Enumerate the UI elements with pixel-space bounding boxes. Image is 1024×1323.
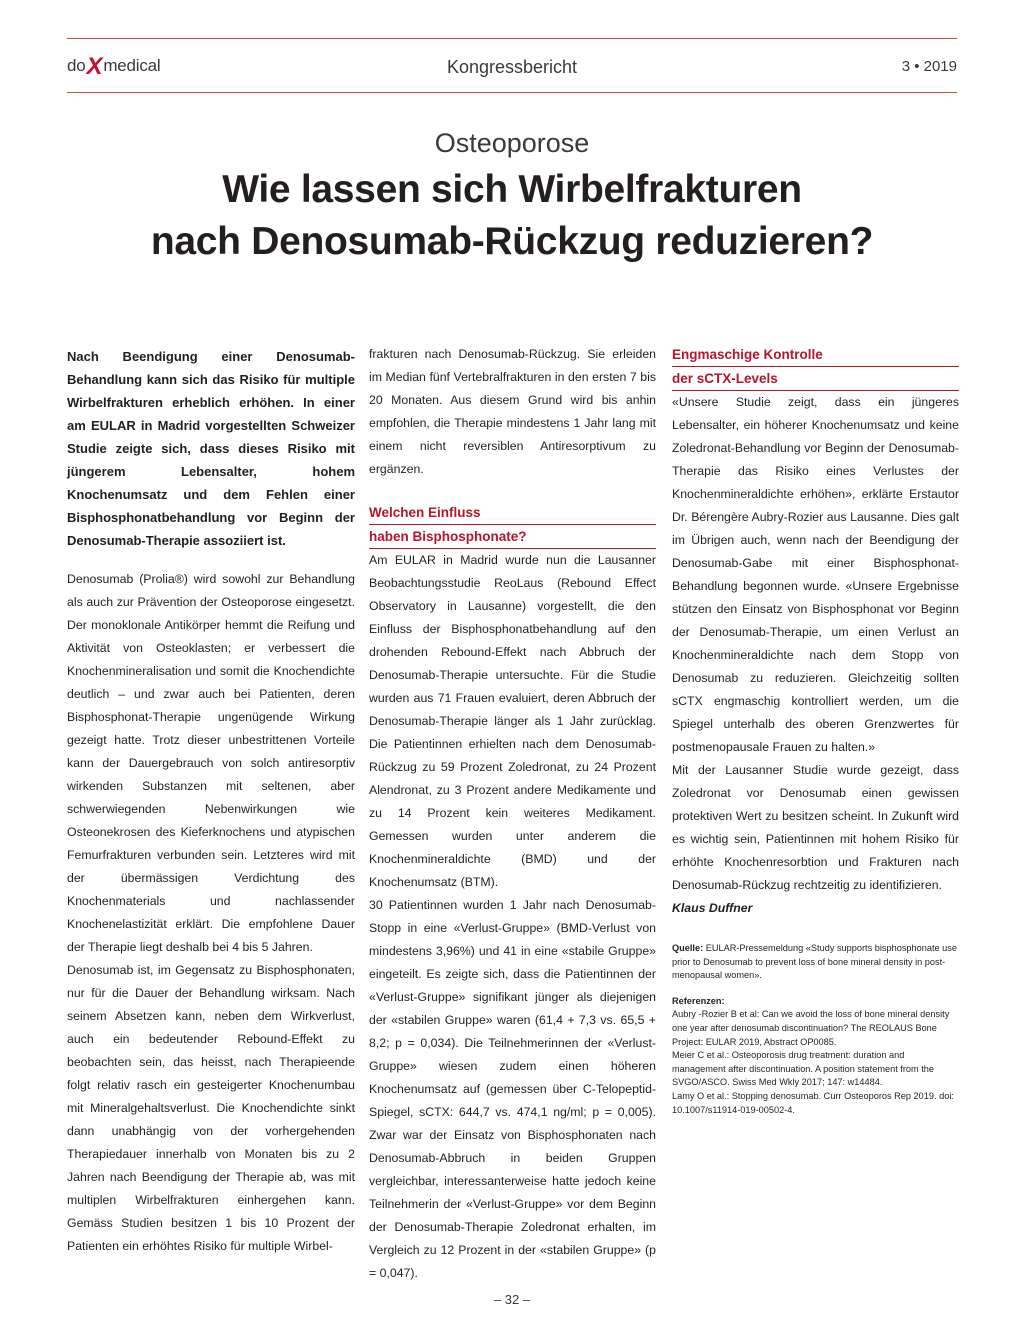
article-author: Klaus Duffner [672,901,753,915]
reference-item: Aubry -Rozier B et al: Can we avoid the loss of bone mineral density one year after denosumab discontinuation? The REOLAUS Bone Project: EULAR 2019, Abstract OP0085. [672,1009,950,1047]
source-note: Quelle: EULAR-Pressemeldung «Study supports bisphosphonate use prior to Denosumab to prevent loss of bone mineral density in post-menopausal women». [672,943,957,981]
subheading-sctx-control: Engmaschige Kontrolle der sCTX-Levels [672,343,959,391]
header-bottom-rule [67,92,957,93]
body-paragraph: «Unsere Studie zeigt, dass ein jüngeres Lebensalter, ein höherer Knochenumsatz und keine Zoledronat-Behandlung vor Beginn der Denosumab-Therapie das Risiko eines Verlustes der Knochenmineraldichte erhöhen», erklärte Erstautor Dr. Bérengère Aubry-Rozier aus Lausanne. Dies galt im Übrigen auch, wenn nach der Beendigung der Denosumab-Gabe mit einer Bisphosphonat-Behandlung begonnen wurde. «Unsere Ergebnisse stützen den Einsatz von Bisphosphonat vor Beginn der Denosumab-Therapie, um einen Verlust an Knochenmineraldichte nach dem Stopp von Denosumab zu reduzieren. Gleichzeitig sollten sCTX engmaschig kontrolliert werden, um die Spiegel unterhalb des oberen Grenzwertes für postmenopausale Frauen zu halten.» [672,395,959,754]
references-block [672,942,959,1117]
doxmedical-logo: doXmedical [67,53,161,80]
article-title [0,164,1024,268]
article-title-line-2: nach Denosumab-Rückzug reduzieren? [150,220,874,263]
article-kicker: Osteoporose [434,128,590,158]
header-top-rule [67,38,957,39]
reference-item: Meier C et al.: Osteoporosis drug treatment: duration and management after discontinuation. A position statement from the SVGO/ASCO. Swiss Med Wkly 2017; 147: w14484. [672,1050,934,1088]
article-column-2 [369,343,656,1285]
article-column-1 [67,343,355,1258]
article-lead: Nach Beendigung einer Denosumab-Behandlung kann sich das Risiko für multiple Wirbelfrakturen erheblich erhöhen. In einer am EULAR in Madrid vorgestellten Schweizer Studie zeigte sich, dass dieses Risiko mit jüngerem Lebensalter, hohem Knochenumsatz und dem Fehlen einer Bisphosphonatbehandlung vor Beginn der Denosumab-Therapie assoziiert ist. [67,349,355,548]
reference-item: Lamy O et al.: Stopping denosumab. Curr Osteoporos Rep 2019. doi: 10.1007/s11914-019-00502-4. [672,1090,954,1115]
body-paragraph: Denosumab (Prolia®) wird sowohl zur Behandlung als auch zur Prävention der Osteoporose eingesetzt. Der monoklonale Antikörper hemmt die Reifung und Aktivität von Osteoklasten; er verbessert die Knochenmineralisation und somit die Knochendichte deutlich – und zwar auch bei Patienten, deren Bisphosphonat-Therapie ungenügende Wirkung gezeigt hatte. Trotz dieser unbestrittenen Vorteile kann der Dauergebrauch von solch antiresorptiv wirkenden Substanzen mit seltenen, aber schwerwiegenden Nebenwirkungen wie Osteonekrosen des Kieferknochens und atypischen Femurfrakturen verbunden sein. Letzteres wird mit der übermässigen Verdichtung des Knochenmaterials und nachlassender Knochenelastizität erklärt. Die empfohlene Dauer der Therapie liegt deshalb bei 4 bis 5 Jahren. [67,572,355,954]
header-section-label: Kongressbericht [446,57,578,77]
body-paragraph: 30 Patientinnen wurden 1 Jahr nach Denosumab-Stopp in eine «Verlust-Gruppe» (BMD-Verlust von mindestens 3,96%) und 41 in eine «stabile Gruppe» eingeteilt. Es zeigte sich, dass die Patientinnen der «Verlust-Gruppe» signifikant jünger als diejenigen der «stabilen Gruppe» waren (61,4 + 7,3 vs. 65,5 + 8,2; p = 0,034). Die Teilnehmerinnen der «Verlust-Gruppe» wiesen zudem einen höheren Knochenumsatz auf (gemessen über C-Telopeptid-Spiegel, sCTX: 644,7 vs. 474,1 ng/ml; p = 0,005). Zwar war der Einsatz von Bisphosphonaten nach Denosumab-Abbruch in beiden Gruppen vergleichbar, interessanterweise hatte jedoch keine Teilnehmerin der «Verlust-Gruppe» vor dem Beginn der Denosumab-Therapie Zoledronat erhalten, im Vergleich zu 12 Prozent in der «stabilen Gruppe» (p = 0,047). [369,898,656,1280]
header-issue-number: 3 • 2019 [901,58,957,75]
page-number: – 32 – [493,1292,531,1307]
article-title-line-1: Wie lassen sich Wirbelfrakturen [222,168,802,211]
body-paragraph: Mit der Lausanner Studie wurde gezeigt, dass Zoledronat vor Denosumab einen gewissen protektiven Wert zu besitzen scheint. In Zukunft wird es wichtig sein, Patientinnen mit hohem Risiko für erhöhte Knochenresorbtion und Frakturen nach Denosumab-Rückzug rechtzeitig zu identifizieren. [672,763,959,892]
body-paragraph: frakturen nach Denosumab-Rückzug. Sie erleiden im Median fünf Vertebralfrakturen in den ersten 7 bis 20 Monaten. Aus diesem Grund wird bis anhin empfohlen, die Therapie mindestens 1 Jahr lang mit einem nicht reversiblen Antiresorptivum zu ergänzen. [369,347,656,476]
body-paragraph: Denosumab ist, im Gegensatz zu Bisphosphonaten, nur für die Dauer der Behandlung wirksam. Nach seinem Absetzen kann, neben dem Wirkverlust, auch ein bedeutender Rebound-Effekt zu beobachten sein, das heisst, nach Therapieende folgt relativ rasch ein gesteigerter Knochenumbau mit Mineralgehaltsverlust. Die Knochendichte sinkt dann unabhängig von der vorhergehenden Therapiedauer innerhalb von Monaten bis zu 2 Jahren nach Beendigung der Therapie ab, was mit multiplen Wirbelfrakturen einhergehen kann. Gemäss Studien besitzen 1 bis 10 Prozent der Patienten ein erhöhtes Risiko für multiple Wirbel- [67,963,355,1253]
article-column-3 [672,343,959,1117]
subheading-bisphosphonate: Welchen Einfluss haben Bisphosphonate? [369,501,656,549]
references-heading: Referenzen: [672,995,725,1006]
body-paragraph: Am EULAR in Madrid wurde nun die Lausanner Beobachtungsstudie ReoLaus (Rebound Effect Observatory in Lausanne) vorgestellt, die den Einfluss der Bisphosphonatbehandlung auf den drohenden Rebound-Effekt nach Abbruch der Denosumab-Therapie untersuchte. Für die Studie wurden aus 71 Frauen evaluiert, deren Abbruch der Denosumab-Therapie länger als 1 Jahr zurücklag. Die Patientinnen erhielten nach dem Denosumab-Rückzug zu 59 Prozent Zoledronat, zu 24 Prozent Alendronat, zu 3 Prozent andere Medikamente und zu 14 Prozent kein weiteres Medikament. Gemessen wurden unter anderem die Knochenmineraldichte (BMD) und der Knochenumsatz (BTM). [369,553,656,889]
